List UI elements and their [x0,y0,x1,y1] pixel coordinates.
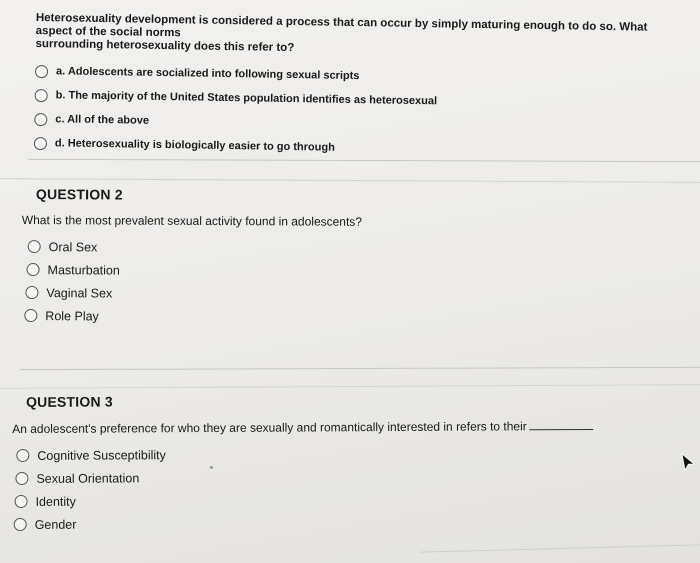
radio-button[interactable] [27,263,40,276]
mouse-pointer-icon [678,452,698,472]
radio-button[interactable] [34,136,47,149]
q2-option-oral-sex[interactable] [28,235,682,261]
dot-mark [210,466,213,469]
divider [0,178,700,183]
question-1-stem-line-2: surrounding heterosexuality does this refer to? [35,37,295,55]
divider [0,384,700,389]
radio-button[interactable] [15,495,28,508]
radio-button[interactable] [34,112,47,125]
q2-option-role-play[interactable] [24,304,681,330]
option-label: Sexual Orientation [36,470,140,486]
divider [420,544,700,552]
question-3-title: QUESTION 3 [25,393,113,410]
question-2-stem: What is the most prevalent sexual activity found in adolescents? [21,212,363,229]
radio-button[interactable] [24,309,37,322]
question-3-stem-text: An adolescent's preference for who they are sexually and romantically interested in refers to their [12,419,527,436]
radio-button[interactable] [16,449,29,462]
radio-button[interactable] [28,240,41,253]
radio-button[interactable] [14,518,27,531]
radio-button[interactable] [15,472,28,485]
option-label: Role Play [45,308,99,323]
option-label: Masturbation [47,262,120,278]
option-label: d. Heterosexuality is biologically easier to go through [54,137,335,154]
option-label: Identity [35,494,76,509]
q3-option-gender[interactable] [14,509,693,536]
question-3-stem [12,418,692,436]
option-label: Gender [34,517,77,532]
option-label: b. The majority of the United States population identifies as heterosexual [55,89,438,108]
question-1-stem-line-1: Heterosexuality development is considered a process that can occur by simply maturing enough to do so. What aspect of the social norms [35,12,648,40]
option-label: c. All of the above [55,113,150,127]
q2-option-masturbation[interactable] [27,258,682,284]
question-1-stem [35,12,686,61]
fill-in-blank [529,419,593,430]
radio-button[interactable] [35,88,48,101]
q2-option-vaginal-sex[interactable] [25,281,681,307]
option-label: a. Adolescents are socialized into following sexual scripts [55,65,360,83]
radio-button[interactable] [25,286,38,299]
radio-button[interactable] [35,64,48,77]
question-2-title: QUESTION 2 [35,186,123,203]
option-label: Vaginal Sex [46,285,113,300]
option-label: Cognitive Susceptibility [37,447,166,463]
question-2 [21,186,682,330]
option-label: Oral Sex [48,239,98,254]
question-3 [12,390,693,536]
question-1 [34,12,686,165]
divider [20,367,700,370]
